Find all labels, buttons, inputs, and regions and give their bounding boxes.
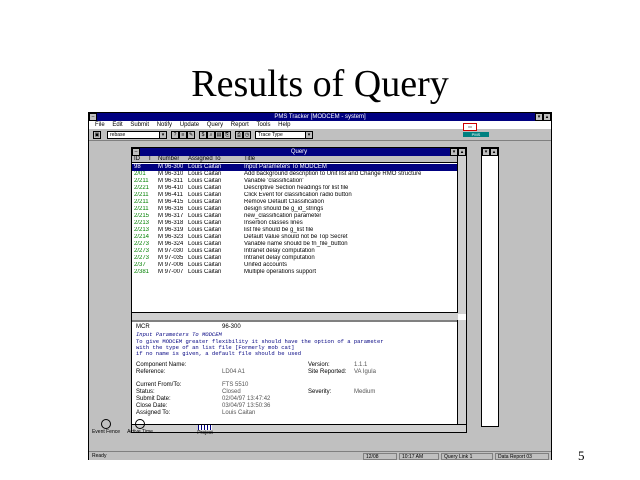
- row-title: Variable 'classification': [244, 178, 304, 184]
- detail-text-line: To give MODCEM greater flexibility it should have the option of a parameter: [136, 338, 384, 345]
- component-name-label: Component Name:: [136, 362, 187, 368]
- results-horizontal-scrollbar[interactable]: [132, 312, 458, 320]
- menu-notify[interactable]: Notify: [156, 122, 173, 128]
- query-title-bar[interactable]: [132, 148, 466, 156]
- row-title: design should be g_id_strings: [244, 206, 324, 212]
- row-assigned-to: Louis Caitan: [188, 171, 222, 177]
- row-number: M 96-319: [158, 227, 184, 233]
- window-title: PMS Tracker [MODCEM - system]: [274, 114, 366, 120]
- menubar: [89, 121, 551, 129]
- row-title: Unifed accounts: [244, 262, 288, 268]
- row-title: Variable name should be fn_file_button: [244, 241, 348, 247]
- query-system-menu-icon[interactable]: –: [132, 148, 140, 156]
- row-assigned-to: Louis Caitan: [188, 178, 222, 184]
- table-row[interactable]: [132, 241, 458, 248]
- table-row[interactable]: [132, 199, 458, 206]
- status-bar: [89, 451, 551, 460]
- table-row[interactable]: [132, 262, 458, 269]
- table-row[interactable]: [132, 206, 458, 213]
- row-id: 2/211: [134, 178, 149, 184]
- event-fence-glyph: [101, 419, 111, 429]
- status-text: Ready: [92, 453, 107, 459]
- row-number: M 96-318: [158, 220, 184, 226]
- desktop-icon-label: Active Time: [127, 429, 153, 435]
- row-title: Intranet delay computation: [244, 255, 315, 261]
- submit-date-label: Submit Date:: [136, 396, 171, 402]
- menu-query[interactable]: Query: [206, 122, 224, 128]
- row-id: 2/01: [134, 171, 146, 177]
- row-id: 2/221: [134, 185, 150, 191]
- row-title: Multiple operations support: [244, 269, 317, 275]
- row-id: 2/211: [134, 192, 149, 198]
- active-time-icon[interactable]: [125, 419, 155, 435]
- row-id: 98: [134, 164, 141, 170]
- row-assigned-to: Louis Caitan: [188, 241, 222, 247]
- close-date-label: Close Date:: [136, 403, 168, 409]
- site-reported-value: VA Igula: [354, 369, 376, 375]
- open-icon[interactable]: ▣: [94, 132, 100, 138]
- row-id: 2/37: [134, 262, 146, 268]
- mcr-label: MCR: [136, 324, 150, 330]
- row-number: M 97-035: [158, 255, 184, 261]
- close-date-value: 03/04/97 13:50:36: [222, 403, 271, 409]
- menu-update[interactable]: Update: [179, 122, 200, 128]
- row-title: Descriptive Section headings for list file: [244, 185, 349, 191]
- row-number: M 96-311: [158, 178, 183, 184]
- search-icon[interactable]: ⌕: [207, 131, 215, 139]
- row-number: M 96-410: [158, 185, 184, 191]
- detail-horizontal-scrollbar[interactable]: [132, 424, 466, 432]
- table-row[interactable]: [132, 220, 458, 227]
- dollar-icon[interactable]: $: [199, 131, 207, 139]
- desktop-icon-label: Event Fence: [91, 429, 121, 435]
- menu-file[interactable]: File: [95, 122, 105, 128]
- row-number: M 96-317: [158, 213, 184, 219]
- row-id: 2/273: [134, 255, 150, 261]
- row-title: Remove Default Classification: [244, 199, 325, 205]
- query-icon[interactable]: ?: [171, 131, 179, 139]
- query-minimize-icon[interactable]: ▾: [450, 148, 458, 156]
- project-select[interactable]: [107, 131, 167, 139]
- row-id: 2/381: [134, 269, 150, 275]
- row-id: 2/211: [134, 199, 149, 205]
- reference-value: LD04 A1: [222, 369, 246, 375]
- table-row[interactable]: [132, 171, 458, 178]
- table-row[interactable]: [132, 192, 458, 199]
- status-value: Closed: [222, 389, 241, 395]
- detail-text-line: with the type of an list file [Formerly mob cat]: [136, 344, 295, 351]
- query-maximize-icon[interactable]: ▴: [458, 148, 466, 156]
- row-number: M 96-300: [158, 164, 184, 170]
- row-assigned-to: Louis Caitan: [188, 192, 222, 198]
- row-number: M 96-411: [158, 192, 183, 198]
- row-assigned-to: Louis Caitan: [188, 220, 222, 226]
- column-header-title[interactable]: Title: [244, 156, 256, 162]
- current-from-to-label: Current From/To:: [136, 382, 182, 388]
- copy-icon[interactable]: ⎘: [224, 132, 229, 138]
- table-row[interactable]: [132, 255, 458, 262]
- row-number: M 97-030: [158, 248, 184, 254]
- detail-subject: Input Parameters To MODCEM: [136, 331, 222, 338]
- column-header-assigned[interactable]: Assigned To: [188, 156, 221, 162]
- menu-report[interactable]: Report: [230, 122, 249, 128]
- current-from-to-value: FTS 5510: [222, 382, 249, 388]
- severity-value: Medium: [354, 389, 376, 395]
- detail-vertical-scrollbar[interactable]: [457, 320, 466, 424]
- detail-text-line: if no name is given, a default file should be used: [136, 350, 302, 357]
- project-select-value: rebase: [110, 132, 126, 138]
- secondary-maximize-icon[interactable]: ▴: [490, 148, 498, 156]
- row-id: 2/273: [134, 241, 150, 247]
- clock-icon[interactable]: ◷: [244, 132, 250, 138]
- version-label: Version:: [308, 362, 330, 368]
- menu-edit[interactable]: Edit: [112, 122, 123, 128]
- status-cell-date: 12/08: [363, 453, 397, 460]
- reference-label: Reference:: [136, 369, 166, 375]
- row-id: 2/213: [134, 220, 150, 226]
- assigned-to-label: Assigned To:: [136, 410, 171, 416]
- row-number: M 96-310: [158, 171, 184, 177]
- report-icon[interactable]: ▤: [216, 132, 222, 138]
- row-assigned-to: Louis Caitan: [188, 269, 222, 275]
- table-row[interactable]: [132, 185, 458, 192]
- page-number: 5: [578, 448, 585, 463]
- secondary-minimize-icon[interactable]: ▾: [482, 148, 490, 156]
- print-icon[interactable]: ⎙: [236, 132, 241, 138]
- row-assigned-to: Louis Caitan: [188, 248, 222, 254]
- row-assigned-to: Louis Caitan: [188, 262, 222, 268]
- minimize-icon[interactable]: ▾: [535, 113, 543, 121]
- system-menu-icon[interactable]: –: [89, 113, 97, 121]
- results-table-header: [132, 156, 458, 163]
- list-icon[interactable]: ≡: [179, 131, 187, 139]
- severity-label: Severity:: [308, 389, 332, 395]
- row-assigned-to: Louis Caitan: [188, 206, 222, 212]
- row-number: M 97-006: [158, 262, 184, 268]
- row-assigned-to: Louis Caitan: [188, 227, 222, 233]
- row-title: Add background description to Unit list and Change RMO structure: [244, 171, 422, 177]
- table-row[interactable]: [132, 234, 458, 241]
- row-assigned-to: Louis Caitan: [188, 164, 222, 170]
- results-vertical-scrollbar[interactable]: [457, 156, 466, 314]
- row-assigned-to: Louis Caitan: [188, 213, 222, 219]
- row-title: new_classification parameter: [244, 213, 322, 219]
- row-title: list file should be g_list file: [244, 227, 314, 233]
- tray-icon-label: PMS: [463, 132, 489, 137]
- mcr-value: 96-300: [222, 324, 241, 330]
- project-icon[interactable]: [193, 425, 217, 436]
- assigned-to-value: Louis Caitan: [222, 410, 256, 416]
- window-title-bar[interactable]: [89, 113, 551, 121]
- menu-submit[interactable]: Submit: [130, 122, 150, 128]
- dropdown-arrow-icon[interactable]: ▾: [305, 131, 313, 139]
- row-id: 2/215: [134, 213, 150, 219]
- row-id: 2/213: [134, 227, 150, 233]
- status-cell-report: Data Report 03: [495, 453, 549, 460]
- table-row[interactable]: [132, 227, 458, 234]
- desktop-icon-label: Project: [197, 430, 213, 436]
- secondary-window[interactable]: [481, 147, 499, 427]
- row-assigned-to: Louis Caitan: [188, 234, 222, 240]
- maximize-icon[interactable]: ▴: [543, 113, 551, 121]
- row-title: Insertion classes lines: [244, 220, 303, 226]
- status-label: Status:: [136, 389, 155, 395]
- table-row[interactable]: [132, 178, 458, 185]
- row-number: M 96-415: [158, 199, 184, 205]
- row-number: M 96-324: [158, 241, 184, 247]
- row-assigned-to: Louis Caitan: [188, 199, 222, 205]
- detail-pane: [132, 320, 458, 424]
- row-assigned-to: Louis Caitan: [188, 185, 222, 191]
- menu-tools[interactable]: Tools: [256, 122, 271, 128]
- pms-tracker-window: [88, 112, 552, 460]
- pms-tray-icon[interactable]: ▭: [463, 123, 477, 131]
- row-number: M 96-316: [158, 206, 184, 212]
- row-id: 2/211: [134, 206, 149, 212]
- row-title: Default Value should not be Top Secret: [244, 234, 348, 240]
- row-title: Input Parameters To MODCEM: [244, 164, 327, 170]
- row-id: 2/273: [134, 248, 150, 254]
- menu-help[interactable]: Help: [278, 122, 291, 128]
- table-row[interactable]: [132, 164, 458, 171]
- column-header-type[interactable]: T: [148, 156, 152, 162]
- status-cell-query: Query Link 1: [441, 453, 493, 460]
- row-assigned-to: Louis Caitan: [188, 255, 222, 261]
- column-header-id[interactable]: ID: [134, 156, 140, 162]
- table-row[interactable]: [132, 213, 458, 220]
- row-title: Click Event for classification radio button: [244, 192, 352, 198]
- table-row[interactable]: [132, 248, 458, 255]
- row-number: M 97-007: [158, 269, 184, 275]
- status-cell-time: 10:17 AM: [399, 453, 439, 460]
- slide-title: Results of Query: [191, 63, 449, 105]
- site-reported-label: Site Reported:: [308, 369, 347, 375]
- query-window: [131, 147, 467, 433]
- submit-date-value: 02/04/97 13:47:42: [222, 396, 271, 402]
- view-select-value: Trace Type: [258, 132, 283, 138]
- row-id: 2/214: [134, 234, 150, 240]
- event-fence-icon[interactable]: [91, 419, 121, 435]
- table-row[interactable]: [132, 269, 458, 276]
- row-title: Intranet delay computation: [244, 248, 315, 254]
- dropdown-arrow-icon[interactable]: ▾: [159, 131, 167, 139]
- version-value: 1.1.1: [354, 362, 368, 368]
- column-header-number[interactable]: Number: [158, 156, 180, 162]
- query-title: Query: [290, 149, 308, 155]
- clock-glyph: [135, 419, 145, 429]
- row-number: M 96-323: [158, 234, 184, 240]
- edit-icon[interactable]: ✎: [188, 132, 194, 138]
